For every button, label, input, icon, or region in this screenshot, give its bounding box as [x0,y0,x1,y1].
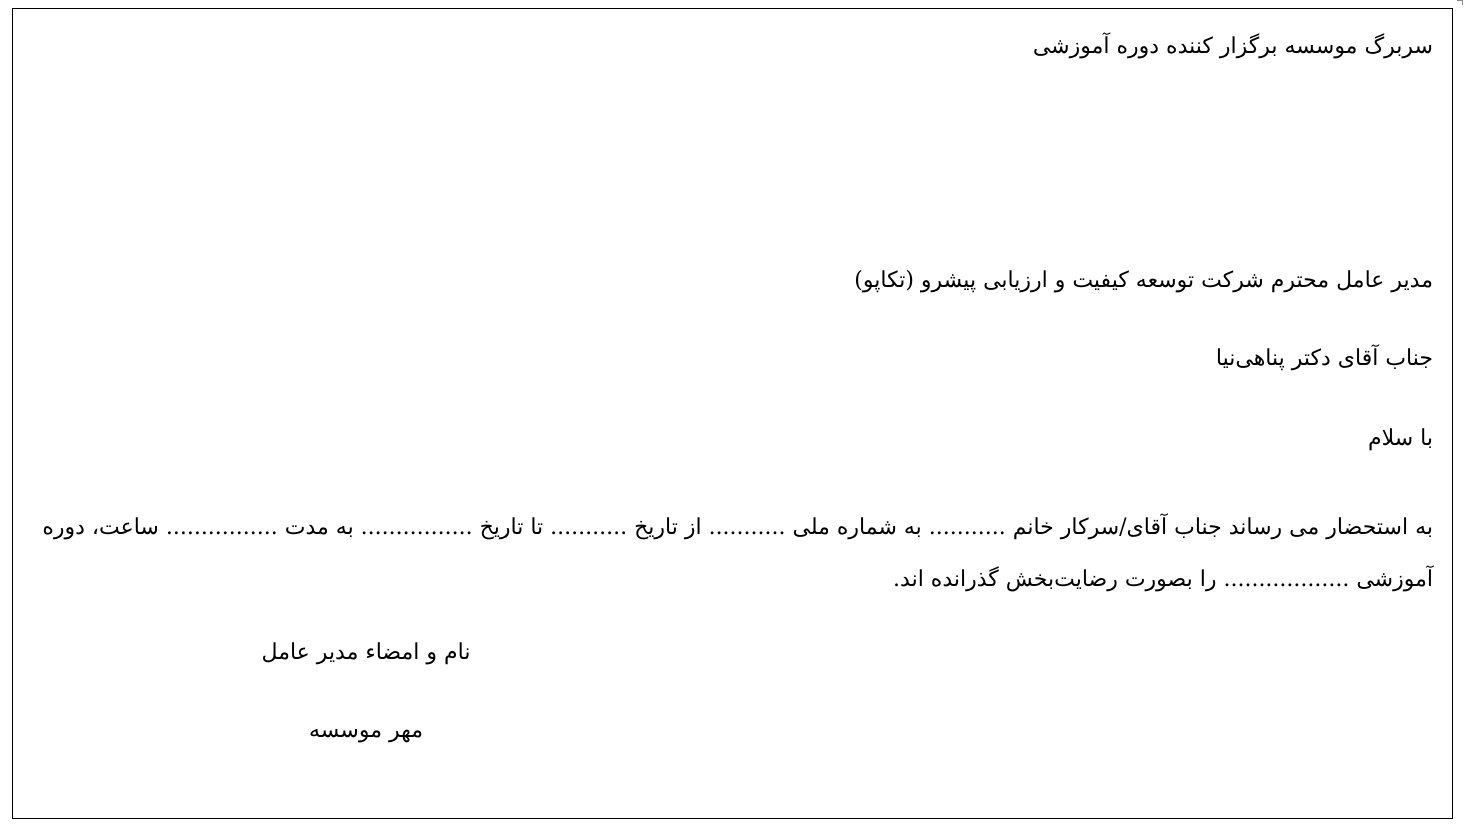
recipient-name: جناب آقای دکتر پناهی‌نیا [1215,346,1433,371]
greeting: با سلام [1367,426,1433,451]
body-paragraph [42,502,1433,606]
signature-label: نام و امضاء مدیر عامل [261,640,471,665]
body-line-1: به استحضار می رساند جناب آقای/سرکار خانم ........... به شماره ملی ........... از تاریخ ........... تا تاریخ ................ به مدت ................ ساعت، دوره [42,515,1433,540]
body-line-2: آموزشی .................. را بصورت رضایت‌بخش گذرانده اند. [893,567,1433,592]
corner-mark [1457,0,1463,5]
document-page [12,8,1453,819]
letterhead-text: سربرگ موسسه برگزار کننده دوره آموزشی [1032,34,1433,59]
seal-label: مهر موسسه [308,718,424,743]
recipient-title: مدیر عامل محترم شرکت توسعه کیفیت و ارزیابی پیشرو (تکاپو) [854,268,1433,293]
